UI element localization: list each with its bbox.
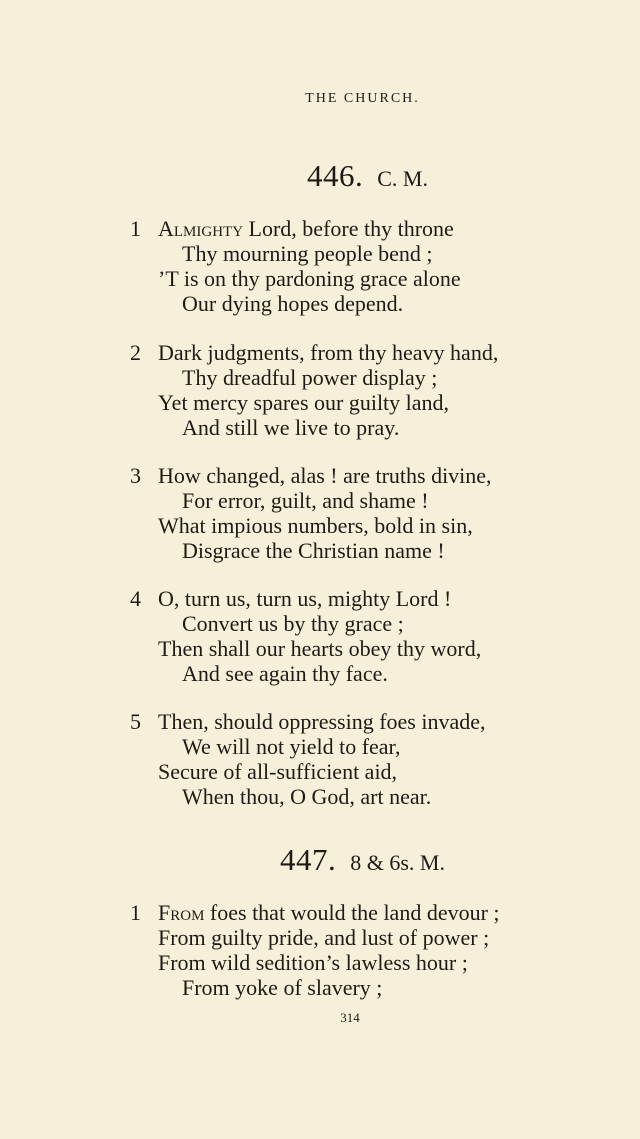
hymn-447-heading — [0, 842, 640, 878]
verse-line: And see again thy face. — [182, 661, 388, 686]
verse-line: Then shall our hearts obey thy word, — [158, 636, 482, 661]
verse-line: Our dying hopes depend. — [182, 291, 404, 316]
verse-line: We will not yield to fear, — [182, 734, 401, 759]
hymn-number: 446. — [307, 158, 364, 193]
hymn-meter: 8 & 6s. M. — [350, 850, 445, 875]
stanza-number: 3 — [130, 463, 141, 488]
verse-line: Then, should oppressing foes invade, — [158, 709, 486, 734]
running-head: THE CHURCH. — [305, 91, 420, 106]
verse-line: And still we live to pray. — [182, 415, 400, 440]
verse-line — [158, 216, 454, 241]
hymn-number: 447. — [280, 842, 337, 877]
verse-line: Disgrace the Christian name ! — [182, 538, 445, 563]
verse-line: Dark judgments, from thy heavy hand, — [158, 340, 499, 365]
hymn-meter: C. M. — [377, 166, 428, 191]
verse-line: When thou, O God, art near. — [182, 784, 432, 809]
verse-line: Thy mourning people bend ; — [182, 241, 433, 266]
hymn-446-heading — [0, 158, 640, 194]
verse-line-text: Lord, before thy throne — [243, 216, 454, 241]
small-caps-lead: From — [158, 900, 205, 925]
stanza-number: 1 — [130, 216, 141, 241]
verse-line — [158, 900, 500, 925]
stanza-number: 4 — [130, 586, 141, 611]
stanza-number: 1 — [130, 900, 141, 925]
verse-line: From yoke of slavery ; — [182, 975, 383, 1000]
small-caps-lead: Almighty — [158, 216, 244, 241]
verse-line: From guilty pride, and lust of power ; — [158, 925, 490, 950]
verse-line: Thy dreadful power display ; — [182, 365, 438, 390]
verse-line: For error, guilt, and shame ! — [182, 488, 429, 513]
verse-line: What impious numbers, bold in sin, — [158, 513, 473, 538]
verse-line: Convert us by thy grace ; — [182, 611, 404, 636]
page-number: 314 — [340, 1010, 360, 1025]
verse-line: O, turn us, turn us, mighty Lord ! — [158, 586, 452, 611]
verse-line: How changed, alas ! are truths divine, — [158, 463, 492, 488]
verse-line-text: foes that would the land devour ; — [204, 900, 500, 925]
verse-line: Secure of all-sufficient aid, — [158, 759, 398, 784]
stanza-number: 2 — [130, 340, 141, 365]
verse-line: ’T is on thy pardoning grace alone — [158, 266, 461, 291]
stanza-number: 5 — [130, 709, 141, 734]
verse-line: Yet mercy spares our guilty land, — [158, 390, 450, 415]
verse-line: From wild sedition’s lawless hour ; — [158, 950, 468, 975]
